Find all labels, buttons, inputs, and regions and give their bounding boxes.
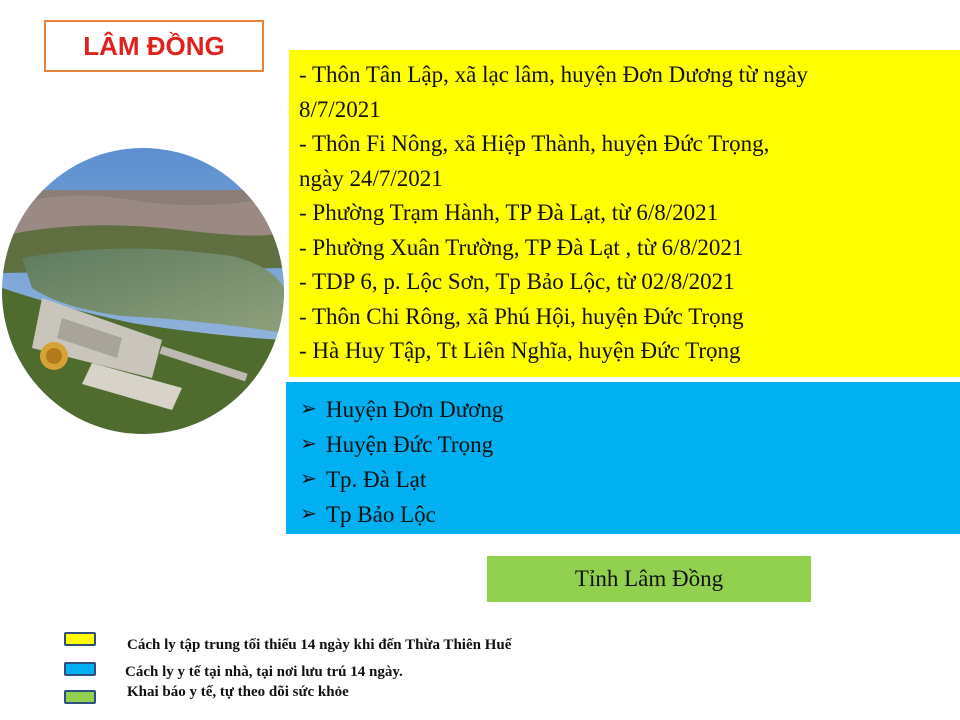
province-label-box: Tỉnh Lâm Đồng bbox=[487, 556, 811, 602]
location-line: - Phường Trạm Hành, TP Đà Lạt, từ 6/8/2021 bbox=[299, 200, 719, 225]
area-label: Huyện Đơn Dương bbox=[326, 397, 504, 422]
area-item bbox=[300, 392, 946, 427]
area-item bbox=[300, 462, 946, 497]
arrow-bullet-icon: ➢ bbox=[300, 503, 317, 525]
arrow-bullet-icon: ➢ bbox=[300, 433, 317, 455]
location-line: - TDP 6, p. Lộc Sơn, Tp Bảo Lộc, từ 02/8/2021 bbox=[299, 269, 735, 294]
home-isolation-areas-box bbox=[286, 382, 960, 534]
da-lat-city-photo bbox=[2, 148, 284, 434]
location-line: - Thôn Chi Rông, xã Phú Hội, huyện Đức Trọng bbox=[299, 303, 744, 329]
area-label: Tp. Đà Lạt bbox=[326, 467, 427, 492]
legend-label: Khai báo y tế, tự theo dõi sức khỏe bbox=[127, 684, 349, 700]
legend-swatch-yellow bbox=[64, 632, 96, 646]
area-item bbox=[300, 497, 946, 532]
location-line: - Thôn Tân Lập, xã lạc lâm, huyện Đơn Dương từ ngày bbox=[299, 62, 808, 87]
arrow-bullet-icon: ➢ bbox=[300, 398, 317, 420]
location-line: - Thôn Fi Nông, xã Hiệp Thành, huyện Đức Trọng, bbox=[299, 131, 770, 156]
area-label: Huyện Đức Trọng bbox=[326, 432, 494, 457]
quarantine-locations-box bbox=[289, 50, 960, 377]
location-line: 8/7/2021 bbox=[299, 96, 381, 122]
legend-label: Cách ly y tế tại nhà, tại nơi lưu trú 14 ngày. bbox=[125, 664, 403, 680]
area-item bbox=[300, 427, 946, 462]
legend-swatch-green bbox=[64, 690, 96, 704]
arrow-bullet-icon: ➢ bbox=[300, 468, 317, 490]
legend-swatch-blue bbox=[64, 662, 96, 676]
location-line: ngày 24/7/2021 bbox=[299, 165, 443, 191]
slide-title: LÂM ĐỒNG bbox=[44, 20, 264, 72]
area-label: Tp Bảo Lộc bbox=[326, 502, 436, 527]
location-line: - Phường Xuân Trường, TP Đà Lạt , từ 6/8/2021 bbox=[299, 234, 744, 260]
legend-label: Cách ly tập trung tối thiểu 14 ngày khi đến Thừa Thiên Huế bbox=[127, 637, 512, 653]
location-line: - Hà Huy Tập, Tt Liên Nghĩa, huyện Đức Trọng bbox=[299, 338, 741, 363]
